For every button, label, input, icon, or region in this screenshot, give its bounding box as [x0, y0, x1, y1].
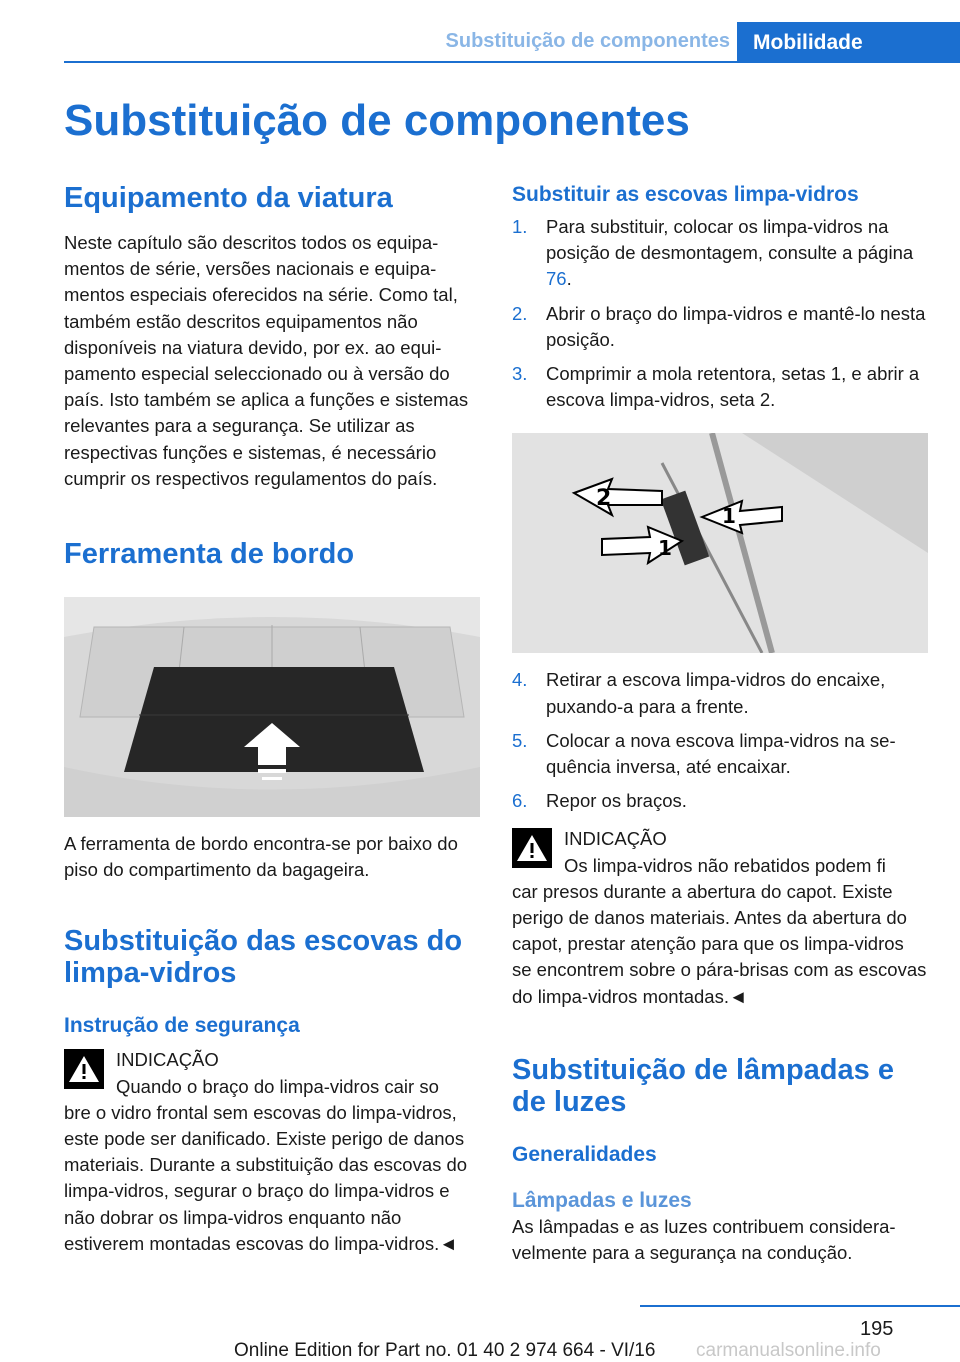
replace-wipers-heading: Substituir as escovas limpa-vidros: [512, 183, 859, 206]
warning-text-rest: bre o vidro frontal sem escovas do limpa-vidros, este pode ser danificado. Existe perigo de danos materiais. Durante a substituição das escovas do limpa-vidros, segurar o braço do limpa-vidros e não dobrar os limpa-vidros enquanto não estiverem montadas escovas do limpa-vidros.◄: [64, 1101, 468, 1254]
lamps-subheading: Lâmpadas e luzes: [512, 1188, 692, 1212]
right-column: [512, 182, 928, 1266]
page-title: Substituição de componentes: [64, 96, 690, 145]
onboard-tools-heading: Ferramenta de bordo: [64, 538, 355, 571]
edition-note: Online Edition for Part no. 01 40 2 974 664 - VI/16: [234, 1340, 656, 1361]
trunk-image: [64, 597, 480, 817]
svg-text:2: 2: [596, 486, 612, 512]
warning-text-first: Os limpa-vidros não rebatidos podem fi: [564, 854, 886, 876]
step-number: 3.: [512, 363, 528, 385]
step-number: 6.: [512, 790, 528, 812]
warning-block-right: [512, 826, 928, 1009]
header-divider: [64, 61, 960, 63]
svg-text:1: 1: [722, 504, 736, 529]
wiper-replacement-heading: Substituição das escovas do limpa-vidros: [64, 925, 463, 990]
general-heading: Generalidades: [512, 1142, 657, 1166]
safety-instruction-heading: Instrução de segurança: [64, 1014, 300, 1038]
step-number: 2.: [512, 302, 528, 324]
header-chapter-tab: [737, 22, 960, 63]
warning-label: INDICAÇÃO: [564, 828, 667, 850]
footer-divider: [640, 1305, 960, 1307]
lamps-heading: Substituição de lâmpadas e de luzes: [512, 1053, 894, 1118]
equipment-heading: Equipamento da viatura: [64, 182, 393, 214]
step-text: Colocar a nova escova limpa-vidros na sequência inversa, até encaixar.: [546, 729, 896, 778]
svg-text:1: 1: [658, 536, 672, 561]
step-number: 4.: [512, 669, 528, 691]
watermark: carmanualsonline.info: [696, 1340, 881, 1361]
wiper-illustration: [512, 433, 928, 653]
list-item: [512, 214, 928, 293]
step-text: Abrir o braço do limpa-vidros e mantê-lo nesta posição.: [546, 302, 926, 350]
trunk-illustration: [64, 597, 480, 817]
list-item: [512, 667, 928, 719]
warning-block-left: [64, 1047, 480, 1257]
page-link[interactable]: 76: [546, 268, 567, 290]
page-number: 195: [860, 1318, 894, 1340]
tool-caption: A ferramenta de bordo encontra-se por baixo do piso do compartimento da bagageira.: [64, 833, 458, 881]
step-text: Retirar a escova limpa-vidros do encaixe, puxando-a para a frente.: [546, 669, 886, 717]
step-text: Para substituir, colocar os limpa-vidros na posição de desmontagem, consulte a página: [546, 216, 914, 264]
header-chapter-label: Mobilidade: [753, 30, 863, 54]
step-number: 5.: [512, 729, 528, 751]
list-item: [512, 788, 928, 814]
step-text: Comprimir a mola retentora, setas 1, e abrir a escova limpa-vidros, seta 2.: [546, 363, 920, 411]
steps-list-b: [512, 667, 928, 814]
steps-list-a: [512, 214, 928, 413]
step-number: 1.: [512, 216, 528, 237]
warning-text-first: Quando o braço do limpa-vidros cair so: [116, 1075, 439, 1097]
left-column: [64, 182, 480, 1257]
header-section-title: Substituição de componentes: [445, 30, 730, 52]
step-end: .: [566, 268, 572, 290]
warning-triangle-icon: [64, 1049, 104, 1089]
wiper-image: [512, 433, 928, 653]
warning-triangle-icon: [512, 828, 552, 868]
equipment-text: Neste capítulo são descritos todos os equipamentos de série, versões nacionais e equipamentos especiais oferecidos na série. Como tal, também estão descritos equipamentos não disponíveis na viatura devido, por ex. ao equipamento especial seleccionado ou à versão do país. Isto também se aplica a funções e sistemas relevantes para a segurança. Se utilizar as respectivas funções e sistemas, é necessário cumprir os respectivos regulamentos do país.: [64, 232, 469, 489]
list-item: [512, 728, 928, 780]
step-text: Repor os braços.: [546, 790, 687, 812]
lamps-text: As lâmpadas e as luzes contribuem consideravelmente para a segurança na condução.: [512, 1215, 896, 1264]
list-item: [512, 301, 928, 353]
list-item: [512, 361, 928, 413]
warning-label: INDICAÇÃO: [116, 1049, 219, 1071]
warning-text-rest: car presos durante a abertura do capot. Existe perigo de danos materiais. Antes da abertura do capot, prestar atenção para que os limpa-vidros se encontrem sobre o pára-brisas com as escovas do limpa-vidros montadas.◄: [512, 880, 927, 1007]
